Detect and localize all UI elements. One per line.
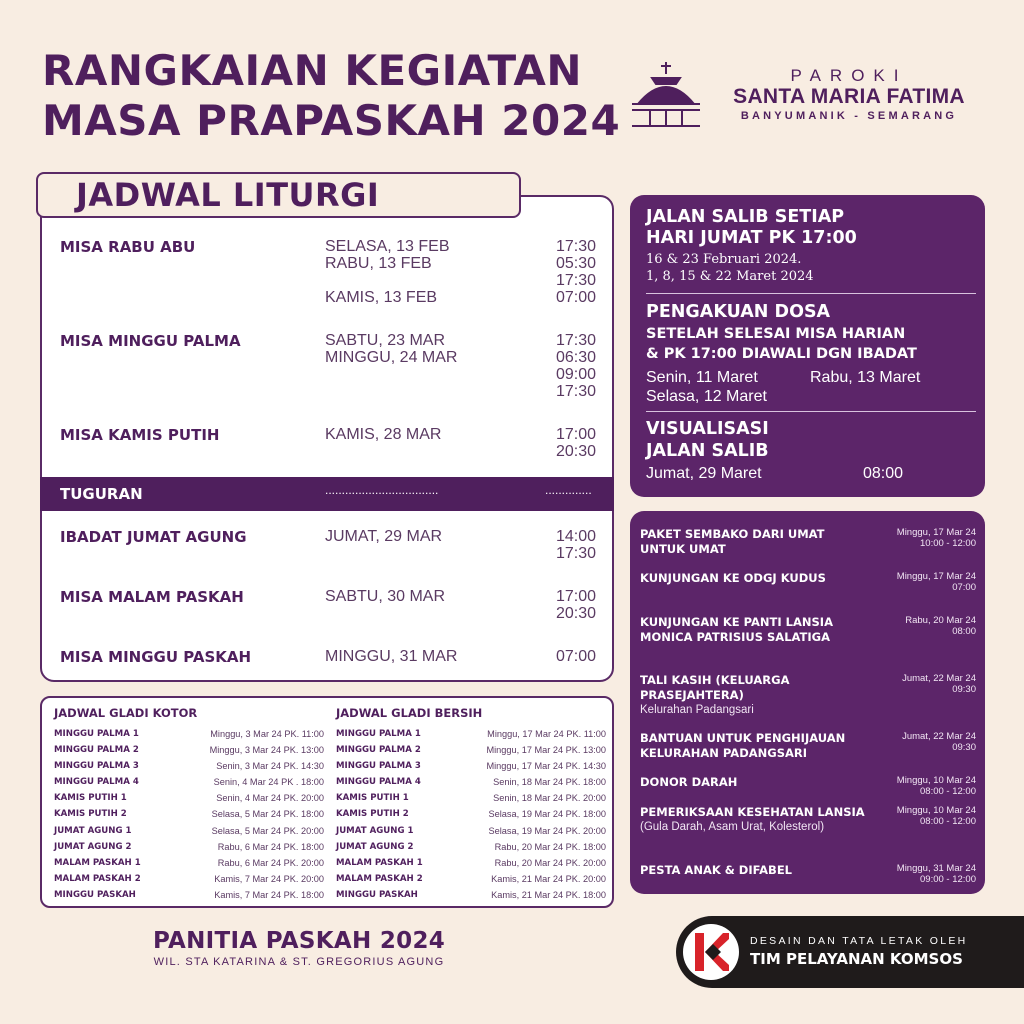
tuguran-row bbox=[40, 477, 614, 511]
rehearsal-datetime: Senin, 4 Mar 24 PK. 20:00 bbox=[216, 793, 324, 804]
confession-day: Senin, 11 Maret bbox=[646, 369, 758, 386]
activity-time: 09:00 - 12:00 bbox=[920, 874, 976, 885]
activity-subtitle: (Gula Darah, Asam Urat, Kolesterol) bbox=[640, 821, 825, 833]
rehearsal-name: MINGGU PASKAH bbox=[336, 889, 418, 900]
church-roof-icon bbox=[628, 60, 704, 130]
rehearsal-row bbox=[54, 890, 324, 906]
liturgy-name: IBADAT JUMAT AGUNG bbox=[60, 528, 247, 546]
liturgy-time bbox=[556, 426, 596, 460]
activity-date: Jumat, 22 Mar 24 bbox=[902, 731, 976, 742]
rehearsal-datetime: Kamis, 21 Mar 24 PK. 18:00 bbox=[491, 889, 606, 900]
rehearsal-name: MINGGU PALMA 1 bbox=[336, 729, 421, 739]
rehearsal-name: MALAM PASKAH 1 bbox=[336, 857, 423, 868]
social-activities-panel bbox=[630, 511, 985, 894]
rehearsal-datetime: Minggu, 3 Mar 24 PK. 11:00 bbox=[210, 729, 324, 739]
liturgy-time-line: 14:00 bbox=[555, 528, 596, 545]
design-credit-badge bbox=[676, 916, 1024, 988]
liturgy-time-line: 17:00 bbox=[555, 588, 596, 605]
rehearsal-row bbox=[336, 761, 606, 777]
rehearsal-name: JUMAT AGUNG 2 bbox=[54, 841, 132, 852]
liturgy-time-line: 09:00 bbox=[555, 366, 596, 383]
activity-item bbox=[640, 805, 976, 835]
activity-time: 08:00 - 12:00 bbox=[920, 786, 976, 797]
liturgy-time-line: 07:00 bbox=[555, 289, 596, 306]
rehearsal-name: KAMIS PUTIH 2 bbox=[336, 809, 409, 820]
rehearsal-row bbox=[54, 793, 324, 809]
committee-credit bbox=[128, 928, 470, 968]
parish-location: BANYUMANIK - SEMARANG bbox=[740, 110, 958, 122]
rehearsal-datetime: Minggu, 17 Mar 24 PK. 13:00 bbox=[486, 745, 606, 756]
activity-time: 08:00 - 12:00 bbox=[920, 816, 976, 827]
liturgy-time bbox=[556, 238, 596, 306]
rehearsal-row bbox=[336, 858, 606, 874]
liturgy-time-line: 17:00 bbox=[555, 426, 596, 443]
liturgy-time-line: 17:30 bbox=[555, 383, 596, 400]
devotion-info-panel bbox=[630, 195, 985, 497]
rehearsal-datetime: Rabu, 20 Mar 24 PK. 20:00 bbox=[494, 857, 606, 868]
divider bbox=[646, 293, 976, 294]
rehearsal-row bbox=[54, 858, 324, 874]
liturgy-date-line: RABU, 13 FEB bbox=[325, 255, 432, 272]
rehearsal-name: KAMIS PUTIH 1 bbox=[54, 793, 127, 804]
rehearsal-datetime: Senin, 4 Mar 24 PK . 18:00 bbox=[213, 777, 324, 788]
activity-title: PEMERIKSAAN KESEHATAN LANSIA bbox=[640, 805, 865, 819]
liturgy-name: MISA KAMIS PUTIH bbox=[60, 426, 220, 444]
activity-title: PAKET SEMBAKO DARI UMAT UNTUK UMAT bbox=[640, 527, 825, 556]
activity-datetime bbox=[902, 673, 976, 695]
activity-item bbox=[640, 775, 976, 797]
parish-name: SANTA MARIA FATIMA bbox=[733, 85, 965, 108]
activity-datetime bbox=[902, 731, 976, 753]
liturgy-name: MISA MINGGU PALMA bbox=[60, 332, 241, 350]
committee-title: PANITIA PASKAH 2024 bbox=[152, 928, 446, 954]
activity-datetime bbox=[897, 775, 976, 797]
rehearsal-datetime: Selasa, 5 Mar 24 PK. 18:00 bbox=[211, 809, 324, 820]
komsos-k-logo-icon bbox=[683, 924, 739, 980]
rehearsal-datetime: Selasa, 5 Mar 24 PK. 20:00 bbox=[211, 825, 324, 836]
rehearsal-datetime: Rabu, 20 Mar 24 PK. 18:00 bbox=[494, 841, 606, 852]
way-of-cross-dates-2: 1, 8, 15 & 22 Maret 2024 bbox=[646, 269, 814, 284]
liturgy-time-line: 20:30 bbox=[555, 443, 596, 460]
liturgy-date-line: KAMIS, 13 FEB bbox=[325, 289, 438, 306]
visualization-date: Jumat, 29 Maret bbox=[646, 465, 762, 482]
activity-item bbox=[640, 731, 976, 761]
rehearsal-row bbox=[336, 793, 606, 809]
liturgy-date-line: KAMIS, 28 MAR bbox=[325, 426, 442, 443]
rehearsal-name: MINGGU PALMA 2 bbox=[54, 745, 139, 756]
liturgy-date bbox=[325, 528, 442, 545]
rehearsal-name: MINGGU PALMA 4 bbox=[336, 777, 421, 788]
credit-label: DESAIN DAN TATA LETAK OLEH bbox=[750, 935, 968, 947]
rehearsal-name: MALAM PASKAH 1 bbox=[54, 857, 141, 868]
rehearsal-name: KAMIS PUTIH 1 bbox=[336, 793, 409, 804]
rehearsal-datetime: Kamis, 21 Mar 24 PK. 20:00 bbox=[491, 873, 606, 884]
liturgy-name: MISA MINGGU PASKAH bbox=[60, 648, 252, 666]
confession-subtitle-2: & PK 17:00 DIAWALI DGN IBADAT bbox=[646, 346, 917, 362]
clean-rehearsal-column bbox=[336, 706, 606, 906]
committee-subtitle: WIL. STA KATARINA & ST. GREGORIUS AGUNG bbox=[153, 956, 445, 968]
liturgy-date: .................................. bbox=[325, 483, 439, 497]
rehearsal-name: JUMAT AGUNG 1 bbox=[336, 825, 414, 836]
rehearsal-row bbox=[336, 745, 606, 761]
activity-time: 09:30 bbox=[952, 684, 976, 695]
clean-rehearsal-heading: JADWAL GLADI BERSIH bbox=[336, 706, 483, 720]
rehearsal-datetime: Senin, 18 Mar 24 PK. 18:00 bbox=[493, 777, 606, 788]
rehearsal-datetime: Kamis, 7 Mar 24 PK. 18:00 bbox=[214, 889, 324, 900]
activity-date: Minggu, 31 Mar 24 bbox=[896, 863, 976, 874]
liturgy-date-line: SELASA, 13 FEB bbox=[325, 238, 450, 255]
liturgy-time-line: 17:30 bbox=[555, 272, 596, 289]
rehearsal-name: MINGGU PALMA 3 bbox=[54, 761, 139, 772]
liturgy-name: MISA RABU ABU bbox=[60, 238, 196, 256]
rehearsal-name: MALAM PASKAH 2 bbox=[336, 873, 423, 884]
activity-date: Jumat, 22 Mar 24 bbox=[902, 673, 976, 684]
liturgy-time bbox=[556, 332, 596, 400]
liturgy-heading: JADWAL LITURGI bbox=[76, 176, 380, 214]
rehearsal-row bbox=[336, 777, 606, 793]
activity-item bbox=[640, 615, 976, 645]
visualization-title-2: JALAN SALIB bbox=[646, 441, 769, 461]
liturgy-time-line: 17:30 bbox=[555, 332, 596, 349]
activity-item bbox=[640, 863, 976, 885]
rehearsal-row bbox=[336, 842, 606, 858]
parish-label: PAROKI bbox=[790, 66, 908, 85]
rehearsal-row bbox=[54, 745, 324, 761]
activity-item bbox=[640, 527, 976, 557]
rehearsal-datetime: Selasa, 19 Mar 24 PK. 18:00 bbox=[488, 809, 606, 820]
rehearsal-row bbox=[54, 874, 324, 890]
liturgy-time-line: 06:30 bbox=[555, 349, 596, 366]
liturgy-date-line: SABTU, 23 MAR bbox=[325, 332, 446, 349]
liturgy-date-line: JUMAT, 29 MAR bbox=[325, 528, 443, 545]
activity-title: KUNJUNGAN KE ODGJ KUDUS bbox=[640, 571, 826, 585]
parish-header bbox=[628, 60, 988, 132]
liturgy-date bbox=[325, 426, 441, 443]
activity-time: 07:00 bbox=[952, 582, 976, 593]
rehearsal-row bbox=[336, 890, 606, 906]
rehearsal-datetime: Kamis, 7 Mar 24 PK. 20:00 bbox=[214, 873, 324, 884]
liturgy-time bbox=[556, 588, 596, 622]
activity-time: 10:00 - 12:00 bbox=[920, 538, 976, 549]
visualization-title: VISUALISASI bbox=[646, 419, 769, 439]
activity-datetime bbox=[897, 863, 976, 885]
way-of-cross-dates: 16 & 23 Februari 2024. bbox=[646, 252, 802, 267]
rehearsal-datetime: Selasa, 19 Mar 24 PK. 20:00 bbox=[488, 825, 606, 836]
activity-datetime bbox=[897, 571, 976, 593]
activity-datetime bbox=[897, 527, 976, 549]
rehearsal-name: MINGGU PALMA 3 bbox=[336, 761, 421, 772]
rehearsal-datetime: Senin, 18 Mar 24 PK. 20:00 bbox=[493, 793, 606, 804]
rehearsal-name: JUMAT AGUNG 2 bbox=[336, 841, 414, 852]
rehearsal-row bbox=[54, 826, 324, 842]
rehearsal-row bbox=[336, 729, 606, 745]
liturgy-date-line: MINGGU, 31 MAR bbox=[325, 648, 458, 665]
rehearsal-row bbox=[54, 809, 324, 825]
liturgy-date-line: SABTU, 30 MAR bbox=[325, 588, 446, 605]
rehearsal-row bbox=[336, 809, 606, 825]
liturgy-name: MISA MALAM PASKAH bbox=[60, 588, 244, 606]
confession-title: PENGAKUAN DOSA bbox=[646, 302, 831, 322]
liturgy-time-line: 07:00 bbox=[555, 648, 596, 665]
liturgy-time-line: 17:30 bbox=[555, 238, 596, 255]
liturgy-heading-tab bbox=[36, 172, 521, 218]
activity-title: TALI KASIH (KELUARGA PRASEJAHTERA) bbox=[640, 673, 790, 702]
rehearsal-schedule-card bbox=[40, 696, 614, 908]
rehearsal-row bbox=[336, 826, 606, 842]
activity-date: Minggu, 10 Mar 24 bbox=[896, 805, 976, 816]
activity-item bbox=[640, 673, 976, 718]
liturgy-time-line: 20:30 bbox=[555, 605, 596, 622]
title-line-1: RANGKAIAN KEGIATAN bbox=[42, 46, 583, 95]
activity-date: Minggu, 17 Mar 24 bbox=[896, 571, 976, 582]
activity-date: Minggu, 17 Mar 24 bbox=[896, 527, 976, 538]
way-of-cross-title-2: HARI JUMAT PK 17:00 bbox=[646, 228, 857, 248]
activity-datetime bbox=[905, 615, 976, 637]
activity-time: 09:30 bbox=[952, 742, 976, 753]
liturgy-name: TUGURAN bbox=[60, 485, 143, 503]
liturgy-date bbox=[325, 588, 445, 605]
activity-title: DONOR DARAH bbox=[640, 775, 738, 789]
liturgy-date bbox=[325, 648, 457, 665]
liturgy-time-line: 17:30 bbox=[555, 545, 596, 562]
activity-date: Minggu, 10 Mar 24 bbox=[896, 775, 976, 786]
rehearsal-name: KAMIS PUTIH 2 bbox=[54, 809, 127, 820]
title-line-2: MASA PRAPASKAH 2024 bbox=[42, 96, 621, 145]
activity-item bbox=[640, 571, 976, 593]
activity-date: Rabu, 20 Mar 24 bbox=[905, 615, 976, 626]
dirty-rehearsal-column bbox=[54, 706, 324, 906]
divider bbox=[646, 411, 976, 412]
rehearsal-row bbox=[336, 874, 606, 890]
rehearsal-datetime: Rabu, 6 Mar 24 PK. 18:00 bbox=[217, 841, 324, 852]
rehearsal-name: MINGGU PALMA 1 bbox=[54, 729, 139, 739]
liturgy-time-line: 05:30 bbox=[555, 255, 596, 272]
activity-datetime bbox=[897, 805, 976, 827]
activity-title: BANTUAN UNTUK PENGHIJAUAN KELURAHAN PADANGSARI bbox=[640, 731, 846, 760]
page-title bbox=[42, 46, 620, 146]
rehearsal-datetime: Rabu, 6 Mar 24 PK. 20:00 bbox=[217, 857, 324, 868]
rehearsal-datetime: Minggu, 3 Mar 24 PK. 13:00 bbox=[209, 745, 324, 756]
rehearsal-row bbox=[54, 777, 324, 793]
rehearsal-row bbox=[54, 761, 324, 777]
liturgy-date-line: MINGGU, 24 MAR bbox=[325, 349, 458, 366]
rehearsal-row bbox=[54, 842, 324, 858]
activity-title: KUNJUNGAN KE PANTI LANSIA MONICA PATRISIUS SALATIGA bbox=[640, 615, 833, 644]
activity-time: 08:00 bbox=[952, 626, 976, 637]
rehearsal-name: MINGGU PALMA 4 bbox=[54, 777, 139, 788]
credit-team: TIM PELAYANAN KOMSOS bbox=[750, 950, 963, 968]
activity-subtitle: Kelurahan Padangsari bbox=[640, 704, 754, 716]
rehearsal-datetime: Senin, 3 Mar 24 PK. 14:30 bbox=[216, 761, 324, 772]
way-of-cross-title: JALAN SALIB SETIAP bbox=[646, 207, 845, 227]
rehearsal-name: JUMAT AGUNG 1 bbox=[54, 825, 132, 836]
liturgy-time bbox=[556, 528, 596, 562]
liturgy-date bbox=[325, 332, 457, 366]
rehearsal-row bbox=[54, 729, 324, 745]
liturgy-date bbox=[325, 238, 450, 306]
confession-subtitle: SETELAH SELESAI MISA HARIAN bbox=[646, 326, 906, 342]
rehearsal-datetime: Minggu, 17 Mar 24 PK. 11:00 bbox=[487, 729, 606, 739]
rehearsal-datetime: Minggu, 17 Mar 24 PK. 14:30 bbox=[486, 761, 606, 772]
rehearsal-name: MALAM PASKAH 2 bbox=[54, 873, 141, 884]
confession-day: Rabu, 13 Maret bbox=[810, 369, 921, 386]
liturgy-time bbox=[556, 648, 596, 665]
confession-day: Selasa, 12 Maret bbox=[646, 388, 767, 405]
liturgy-time: .............. bbox=[545, 483, 592, 497]
rehearsal-name: MINGGU PASKAH bbox=[54, 889, 136, 900]
visualization-time: 08:00 bbox=[863, 465, 904, 482]
activity-title: PESTA ANAK & DIFABEL bbox=[640, 863, 793, 877]
rehearsal-name: MINGGU PALMA 2 bbox=[336, 745, 421, 756]
dirty-rehearsal-heading: JADWAL GLADI KOTOR bbox=[54, 706, 198, 720]
